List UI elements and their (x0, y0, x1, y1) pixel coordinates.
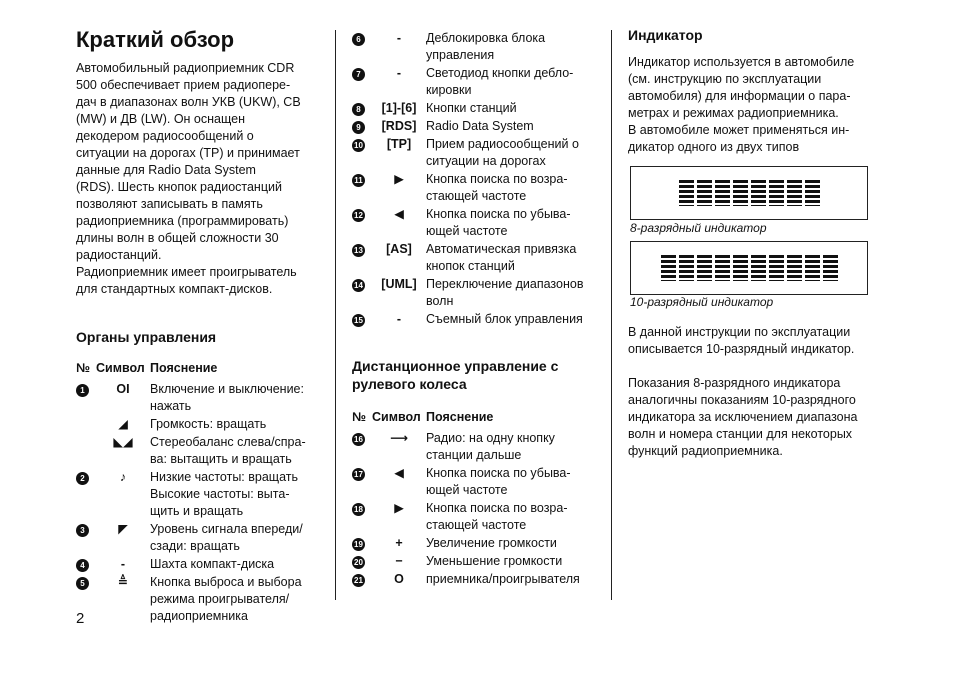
control-description: Кнопка выброса и выбора режима проигрывателя/ радиоприемника (150, 575, 302, 623)
control-description: Radio Data System (426, 119, 534, 133)
control-description: Автоматическая привязка кнопок станций (426, 242, 577, 273)
control-description: Кнопка поиска по возра- стающей частоте (426, 501, 568, 532)
control-description: приемника/проигрывателя (426, 572, 580, 586)
controls-heading: Органы управления (76, 329, 217, 345)
lcd-10-digit-display (630, 241, 868, 295)
item-number-badge: 9 (352, 121, 365, 134)
item-number-badge: 16 (352, 433, 365, 446)
item-number-badge: 11 (352, 174, 365, 187)
indicator-description: В данной инструкции по эксплуатации описывается 10-разрядный индикатор. Показания 8-разрядного индикатора аналогичны показаниям 10-разрядного индикатора за исключением диапазона волн и номера станции для некоторых функций радиоприемника. (628, 325, 858, 458)
item-number-badge: 17 (352, 468, 365, 481)
control-symbol: ▶ (394, 172, 404, 186)
item-number-badge: 12 (352, 209, 365, 222)
control-symbol: [AS] (386, 242, 412, 256)
control-symbol: [TP] (386, 137, 412, 151)
legend-row (352, 241, 592, 275)
overview-text: Автомобильный радиоприемник CDR 500 обеспечивает прием радиопере- дач в диапазонах волн УКВ (UKW), СВ (MW) и ДВ (LW). Он оснащен декодером радиосообщений о ситуации на дорогах (TP) и принимает данные для Radio Data System (RDS). Шесть кнопок радиостанций позволяют записывать в память радиоприемника (программировать) длины волн в общей сложности 30 радиостанций. Радиоприемник имеет проигрыватель для стандартных компакт-дисков. (76, 61, 301, 296)
control-symbol: + (395, 536, 403, 550)
legend-row (76, 434, 316, 468)
lcd-digit (823, 255, 838, 281)
legend-row (352, 465, 592, 499)
item-number-badge: 3 (76, 524, 89, 537)
control-symbol: [RDS] (381, 119, 417, 133)
remote-legend (352, 430, 592, 588)
control-description: Съемный блок управления (426, 312, 583, 326)
control-symbol: O (394, 572, 404, 586)
item-number-badge: 19 (352, 538, 365, 551)
control-symbol: OI (116, 382, 130, 396)
control-description: Увеличение громкости (426, 536, 557, 550)
item-number-badge: 2 (76, 472, 89, 485)
lcd-digit (733, 255, 748, 281)
column-divider-1 (335, 30, 336, 600)
lcd-digit (679, 255, 694, 281)
lcd-10-caption: 10-разрядный индикатор (630, 295, 774, 309)
lcd-digit (697, 255, 712, 281)
control-description: Уровень сигнала впереди/ сзади: вращать (150, 522, 303, 553)
lcd-digit (715, 180, 730, 206)
lcd-digit (787, 255, 802, 281)
control-symbol: − (395, 554, 403, 568)
lcd-digit (661, 255, 676, 281)
control-symbol: ♪ (119, 470, 127, 484)
control-symbol: - (396, 31, 402, 45)
legend-row (352, 500, 592, 534)
control-description: Переключение диапазонов волн (426, 277, 584, 308)
control-symbol: ⟶ (390, 431, 408, 445)
item-number-badge: 15 (352, 314, 365, 327)
lcd-digit (805, 255, 820, 281)
item-number-badge: 20 (352, 556, 365, 569)
legend-row (76, 381, 316, 415)
remote-control-heading: Дистанционное управление с рулевого колеса (352, 358, 559, 392)
legend-row (76, 416, 316, 433)
control-symbol: ◀ (394, 207, 404, 221)
control-description: Громкость: вращать (150, 417, 267, 431)
item-number-badge: 4 (76, 559, 89, 572)
lcd-digit (733, 180, 748, 206)
remote-legend-header: № Символ Пояснение (352, 410, 494, 424)
control-symbol: ◤ (118, 522, 128, 536)
lcd-digit (679, 180, 694, 206)
control-description: Деблокировка блока управления (426, 31, 546, 62)
item-number-badge: 6 (352, 33, 365, 46)
legend-row (76, 469, 316, 520)
control-symbol: - (396, 312, 402, 326)
legend-row (76, 556, 316, 573)
control-symbol: ◣◢ (113, 435, 133, 449)
page-title: Краткий обзор (76, 27, 235, 52)
legend-row (352, 30, 592, 64)
legend-row (352, 171, 592, 205)
legend-row (352, 118, 592, 135)
control-symbol: ≜ (117, 575, 129, 589)
item-number-badge: 14 (352, 279, 365, 292)
item-number-badge: 5 (76, 577, 89, 590)
column-controls-continued (352, 26, 592, 589)
legend-row (352, 276, 592, 310)
lcd-digit (769, 180, 784, 206)
control-symbol: ◀ (394, 466, 404, 480)
legend-header: № Символ Пояснение (76, 361, 218, 375)
item-number-badge: 21 (352, 574, 365, 587)
lcd-digit (769, 255, 784, 281)
legend-row (352, 311, 592, 328)
item-number-badge: 7 (352, 68, 365, 81)
control-symbol: ◢ (118, 417, 128, 431)
control-symbol: - (120, 557, 126, 571)
legend-row (352, 65, 592, 99)
column-divider-2 (611, 30, 612, 600)
lcd-digit (715, 255, 730, 281)
control-description: Радио: на одну кнопку станции дальше (426, 431, 555, 462)
column-indicator (628, 26, 870, 156)
control-description: Светодиод кнопки дебло- кировки (426, 66, 574, 97)
legend-row (352, 136, 592, 170)
legend-row (352, 553, 592, 570)
controls-legend-continued (352, 30, 592, 328)
page-number: 2 (76, 610, 85, 627)
item-number-badge: 18 (352, 503, 365, 516)
legend-row (76, 574, 316, 625)
control-symbol: ▶ (394, 501, 404, 515)
lcd-8-caption: 8-разрядный индикатор (630, 221, 767, 235)
control-description: Кнопка поиска по возра- стающей частоте (426, 172, 568, 203)
lcd-8-digit-display (630, 166, 868, 220)
controls-legend (76, 381, 316, 625)
indicator-intro: Индикатор используется в автомобиле (см. инструкцию по эксплуатации автомобиля) для информации о пара- метрах и режимах радиоприемника. В автомобиле может применяться ин- дикатор одного из двух типов (628, 55, 855, 154)
legend-row (352, 100, 592, 117)
control-description: Низкие частоты: вращать Высокие частоты: выта- щить и вращать (150, 470, 298, 518)
control-symbol: [UML] (381, 277, 417, 291)
column-overview (76, 26, 316, 626)
legend-row (352, 430, 592, 464)
control-description: Кнопка поиска по убыва- ющей частоте (426, 207, 571, 238)
control-description: Шахта компакт-диска (150, 557, 275, 571)
item-number-badge: 13 (352, 244, 365, 257)
lcd-digit (751, 255, 766, 281)
control-symbol: [1]-[6] (381, 101, 417, 115)
legend-row (352, 571, 592, 588)
legend-row (76, 521, 316, 555)
lcd-digit (787, 180, 802, 206)
legend-row (352, 535, 592, 552)
item-number-badge: 8 (352, 103, 365, 116)
item-number-badge: 1 (76, 384, 89, 397)
lcd-digit (805, 180, 820, 206)
control-description: Кнопка поиска по убыва- ющей частоте (426, 466, 571, 497)
control-description: Уменьшение громкости (426, 554, 563, 568)
control-description: Включение и выключение: нажать (150, 382, 304, 413)
control-description: Кнопки станций (426, 101, 517, 115)
legend-row (352, 206, 592, 240)
control-description: Прием радиосообщений о ситуации на дорогах (426, 137, 579, 168)
lcd-digit (751, 180, 766, 206)
control-symbol: - (396, 66, 402, 80)
lcd-digit (697, 180, 712, 206)
indicator-heading: Индикатор (628, 27, 703, 43)
item-number-badge: 10 (352, 139, 365, 152)
control-description: Стереобаланс слева/спра- ва: вытащить и вращать (150, 435, 306, 466)
